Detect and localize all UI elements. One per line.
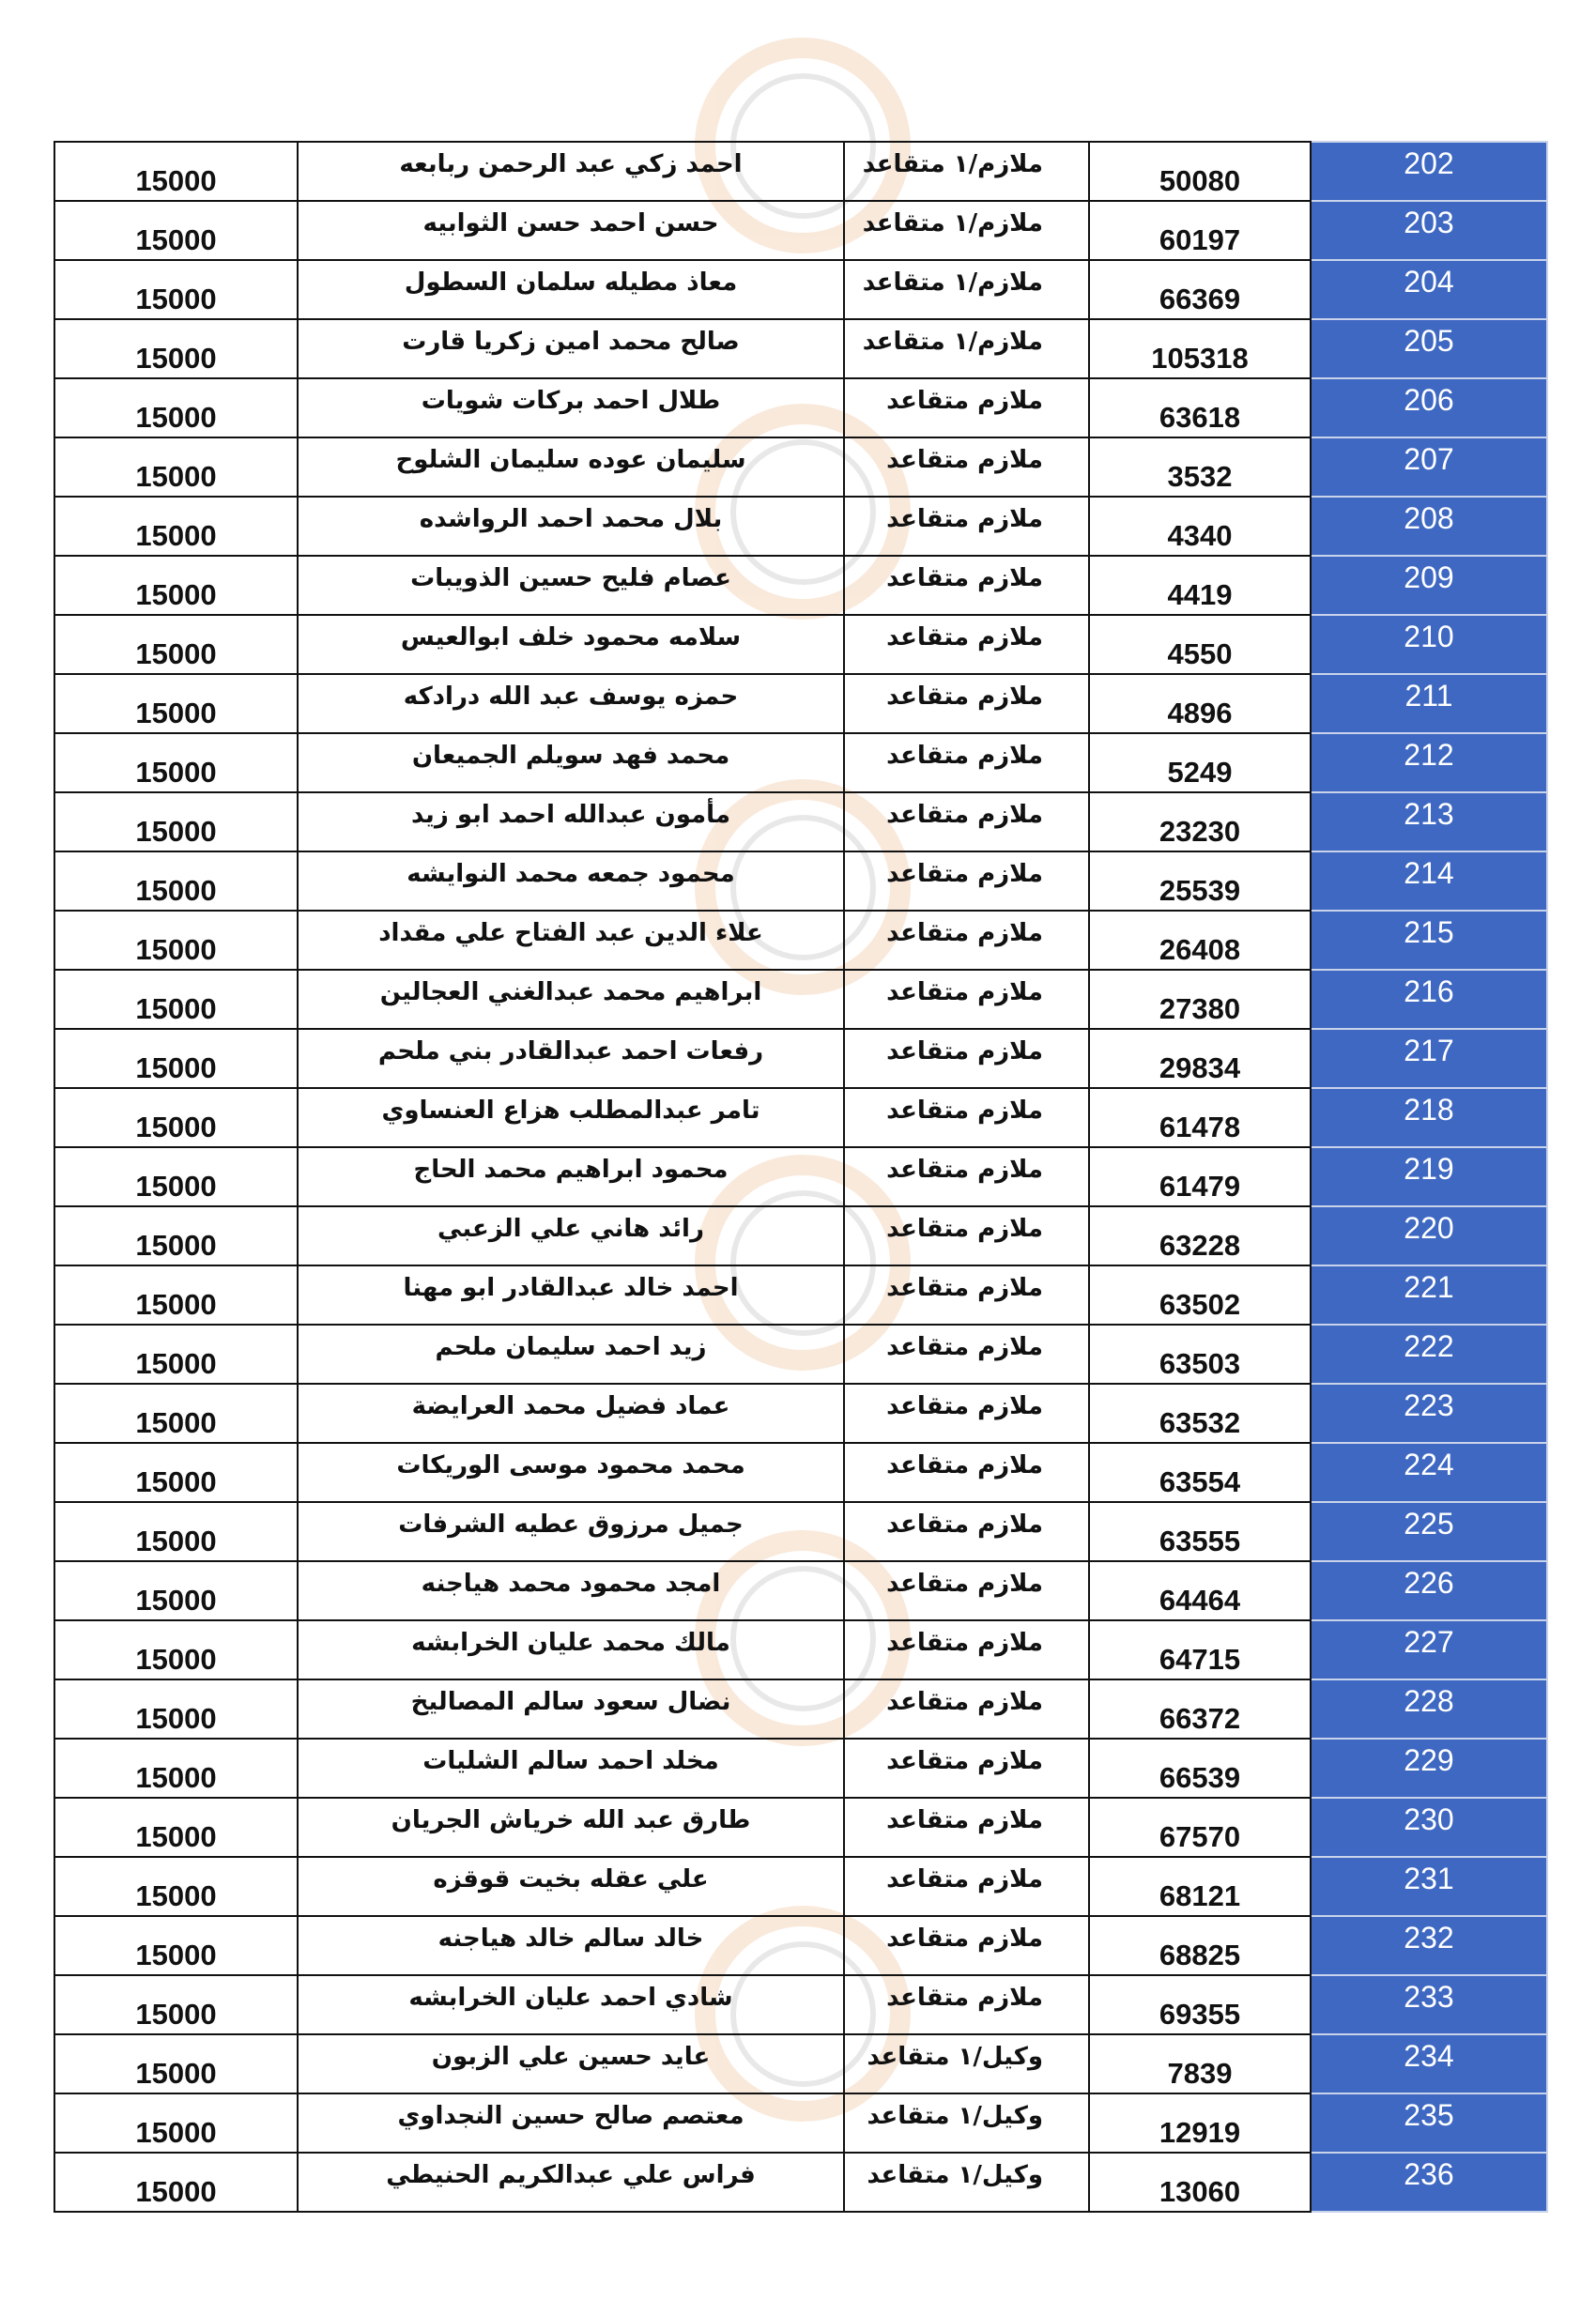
name-cell: بلال محمد احمد الرواشده bbox=[298, 497, 844, 556]
table-row bbox=[54, 556, 1547, 615]
rank-cell: ملازم متقاعد bbox=[844, 792, 1089, 851]
name-cell: معاذ مطيله سلمان السطول bbox=[298, 260, 844, 319]
table-row bbox=[54, 911, 1547, 970]
amount-cell: 15000 bbox=[54, 1798, 298, 1857]
sequence-number-cell: 211 bbox=[1311, 674, 1547, 733]
rank-cell: ملازم متقاعد bbox=[844, 970, 1089, 1029]
military-number-cell: 66539 bbox=[1089, 1739, 1311, 1798]
sequence-number-cell: 214 bbox=[1311, 851, 1547, 911]
amount-cell: 15000 bbox=[54, 615, 298, 674]
name-cell: محمود جمعه محمد النوايشه bbox=[298, 851, 844, 911]
amount-cell: 15000 bbox=[54, 142, 298, 201]
name-cell: حمزه يوسف عبد الله درادكه bbox=[298, 674, 844, 733]
military-number-cell: 66372 bbox=[1089, 1679, 1311, 1739]
name-cell: صالح محمد امين زكريا قارت bbox=[298, 319, 844, 378]
table-row bbox=[54, 733, 1547, 792]
roster-table bbox=[54, 141, 1548, 2213]
military-number-cell: 68825 bbox=[1089, 1916, 1311, 1975]
military-number-cell: 3532 bbox=[1089, 437, 1311, 497]
name-cell: نضال سعود سالم المصاليخ bbox=[298, 1679, 844, 1739]
military-number-cell: 63555 bbox=[1089, 1502, 1311, 1561]
name-cell: محمد فهد سويلم الجميعان bbox=[298, 733, 844, 792]
rank-cell: ملازم/١ متقاعد bbox=[844, 201, 1089, 260]
rank-cell: ملازم متقاعد bbox=[844, 1857, 1089, 1916]
rank-cell: ملازم متقاعد bbox=[844, 1265, 1089, 1325]
rank-cell: ملازم متقاعد bbox=[844, 1798, 1089, 1857]
amount-cell: 15000 bbox=[54, 319, 298, 378]
name-cell: مخلد احمد سالم الشليات bbox=[298, 1739, 844, 1798]
military-number-cell: 29834 bbox=[1089, 1029, 1311, 1088]
name-cell: احمد خالد عبدالقادر ابو مهنا bbox=[298, 1265, 844, 1325]
name-cell: فراس علي عبدالكريم الحنيطي bbox=[298, 2153, 844, 2212]
sequence-number-cell: 202 bbox=[1311, 142, 1547, 201]
table-row bbox=[54, 1029, 1547, 1088]
table-row bbox=[54, 970, 1547, 1029]
table-row bbox=[54, 1088, 1547, 1147]
sequence-number-cell: 219 bbox=[1311, 1147, 1547, 1206]
amount-cell: 15000 bbox=[54, 1620, 298, 1679]
name-cell: حسن احمد حسن الثوابيه bbox=[298, 201, 844, 260]
amount-cell: 15000 bbox=[54, 1561, 298, 1620]
military-number-cell: 4419 bbox=[1089, 556, 1311, 615]
amount-cell: 15000 bbox=[54, 1206, 298, 1265]
name-cell: معتصم صالح حسين النجداوي bbox=[298, 2093, 844, 2153]
rank-cell: ملازم متقاعد bbox=[844, 1620, 1089, 1679]
name-cell: رفعات احمد عبدالقادر بني ملحم bbox=[298, 1029, 844, 1088]
name-cell: عصام فليح حسين الذويبات bbox=[298, 556, 844, 615]
table-row bbox=[54, 1147, 1547, 1206]
amount-cell: 15000 bbox=[54, 378, 298, 437]
military-number-cell: 66369 bbox=[1089, 260, 1311, 319]
rank-cell: ملازم متقاعد bbox=[844, 1679, 1089, 1739]
name-cell: امجد محمود محمد هياجنه bbox=[298, 1561, 844, 1620]
table-row bbox=[54, 1798, 1547, 1857]
sequence-number-cell: 226 bbox=[1311, 1561, 1547, 1620]
sequence-number-cell: 234 bbox=[1311, 2034, 1547, 2093]
military-number-cell: 63554 bbox=[1089, 1443, 1311, 1502]
table-row bbox=[54, 1325, 1547, 1384]
table-row bbox=[54, 1561, 1547, 1620]
military-number-cell: 67570 bbox=[1089, 1798, 1311, 1857]
table-row bbox=[54, 2153, 1547, 2212]
rank-cell: وكيل/١ متقاعد bbox=[844, 2034, 1089, 2093]
amount-cell: 15000 bbox=[54, 497, 298, 556]
table-row bbox=[54, 615, 1547, 674]
sequence-number-cell: 210 bbox=[1311, 615, 1547, 674]
sequence-number-cell: 204 bbox=[1311, 260, 1547, 319]
amount-cell: 15000 bbox=[54, 1679, 298, 1739]
sequence-number-cell: 228 bbox=[1311, 1679, 1547, 1739]
amount-cell: 15000 bbox=[54, 2093, 298, 2153]
name-cell: سليمان عوده سليمان الشلوح bbox=[298, 437, 844, 497]
sequence-number-cell: 221 bbox=[1311, 1265, 1547, 1325]
sequence-number-cell: 208 bbox=[1311, 497, 1547, 556]
rank-cell: ملازم متقاعد bbox=[844, 556, 1089, 615]
military-number-cell: 5249 bbox=[1089, 733, 1311, 792]
name-cell: رائد هاني علي الزعبي bbox=[298, 1206, 844, 1265]
rank-cell: ملازم متقاعد bbox=[844, 378, 1089, 437]
amount-cell: 15000 bbox=[54, 2153, 298, 2212]
rank-cell: ملازم متقاعد bbox=[844, 1147, 1089, 1206]
rank-cell: ملازم متقاعد bbox=[844, 1975, 1089, 2034]
amount-cell: 15000 bbox=[54, 733, 298, 792]
rank-cell: ملازم متقاعد bbox=[844, 497, 1089, 556]
name-cell: زيد احمد سليمان ملحم bbox=[298, 1325, 844, 1384]
table-row bbox=[54, 792, 1547, 851]
rank-cell: ملازم متقاعد bbox=[844, 1206, 1089, 1265]
sequence-number-cell: 231 bbox=[1311, 1857, 1547, 1916]
rank-cell: ملازم متقاعد bbox=[844, 733, 1089, 792]
table-row bbox=[54, 674, 1547, 733]
amount-cell: 15000 bbox=[54, 1502, 298, 1561]
rank-cell: ملازم متقاعد bbox=[844, 1561, 1089, 1620]
military-number-cell: 27380 bbox=[1089, 970, 1311, 1029]
name-cell: احمد زكي عبد الرحمن ربابعه bbox=[298, 142, 844, 201]
sequence-number-cell: 205 bbox=[1311, 319, 1547, 378]
sequence-number-cell: 215 bbox=[1311, 911, 1547, 970]
table-row bbox=[54, 1679, 1547, 1739]
rank-cell: ملازم متقاعد bbox=[844, 1502, 1089, 1561]
table-row bbox=[54, 1975, 1547, 2034]
rank-cell: ملازم/١ متقاعد bbox=[844, 260, 1089, 319]
name-cell: محمد محمود موسى الوريكات bbox=[298, 1443, 844, 1502]
table-row bbox=[54, 1739, 1547, 1798]
rank-cell: ملازم متقاعد bbox=[844, 1443, 1089, 1502]
table-row bbox=[54, 497, 1547, 556]
sequence-number-cell: 218 bbox=[1311, 1088, 1547, 1147]
table-row bbox=[54, 851, 1547, 911]
amount-cell: 15000 bbox=[54, 970, 298, 1029]
amount-cell: 15000 bbox=[54, 437, 298, 497]
amount-cell: 15000 bbox=[54, 1088, 298, 1147]
military-number-cell: 68121 bbox=[1089, 1857, 1311, 1916]
name-cell: عماد فضيل محمد العرايضة bbox=[298, 1384, 844, 1443]
rank-cell: ملازم متقاعد bbox=[844, 1029, 1089, 1088]
sequence-number-cell: 207 bbox=[1311, 437, 1547, 497]
name-cell: مالك محمد عليان الخرابشه bbox=[298, 1620, 844, 1679]
table-row bbox=[54, 2034, 1547, 2093]
name-cell: طارق عبد الله خرياش الجريان bbox=[298, 1798, 844, 1857]
amount-cell: 15000 bbox=[54, 1384, 298, 1443]
sequence-number-cell: 220 bbox=[1311, 1206, 1547, 1265]
military-number-cell: 61478 bbox=[1089, 1088, 1311, 1147]
military-number-cell: 60197 bbox=[1089, 201, 1311, 260]
sequence-number-cell: 225 bbox=[1311, 1502, 1547, 1561]
table-row bbox=[54, 1502, 1547, 1561]
military-number-cell: 64715 bbox=[1089, 1620, 1311, 1679]
rank-cell: ملازم متقاعد bbox=[844, 615, 1089, 674]
military-number-cell: 7839 bbox=[1089, 2034, 1311, 2093]
sequence-number-cell: 222 bbox=[1311, 1325, 1547, 1384]
amount-cell: 15000 bbox=[54, 851, 298, 911]
name-cell: طلال احمد بركات شويات bbox=[298, 378, 844, 437]
amount-cell: 15000 bbox=[54, 792, 298, 851]
name-cell: محمود ابراهيم محمد الحاج bbox=[298, 1147, 844, 1206]
table-row bbox=[54, 1206, 1547, 1265]
amount-cell: 15000 bbox=[54, 1739, 298, 1798]
military-number-cell: 63228 bbox=[1089, 1206, 1311, 1265]
table-row bbox=[54, 1620, 1547, 1679]
amount-cell: 15000 bbox=[54, 1857, 298, 1916]
sequence-number-cell: 233 bbox=[1311, 1975, 1547, 2034]
rank-cell: ملازم/١ متقاعد bbox=[844, 142, 1089, 201]
sequence-number-cell: 236 bbox=[1311, 2153, 1547, 2212]
roster-body bbox=[54, 142, 1547, 2212]
amount-cell: 15000 bbox=[54, 1265, 298, 1325]
table-row bbox=[54, 1916, 1547, 1975]
table-row bbox=[54, 437, 1547, 497]
military-number-cell: 63618 bbox=[1089, 378, 1311, 437]
table-row bbox=[54, 142, 1547, 201]
military-number-cell: 105318 bbox=[1089, 319, 1311, 378]
amount-cell: 15000 bbox=[54, 674, 298, 733]
amount-cell: 15000 bbox=[54, 2034, 298, 2093]
military-number-cell: 4896 bbox=[1089, 674, 1311, 733]
rank-cell: ملازم متقاعد bbox=[844, 1384, 1089, 1443]
amount-cell: 15000 bbox=[54, 556, 298, 615]
table-row bbox=[54, 2093, 1547, 2153]
name-cell: سلامه محمود خلف ابوالعيس bbox=[298, 615, 844, 674]
name-cell: جميل مرزوق عطيه الشرفات bbox=[298, 1502, 844, 1561]
military-number-cell: 12919 bbox=[1089, 2093, 1311, 2153]
amount-cell: 15000 bbox=[54, 1975, 298, 2034]
sequence-number-cell: 217 bbox=[1311, 1029, 1547, 1088]
rank-cell: ملازم متقاعد bbox=[844, 1088, 1089, 1147]
military-number-cell: 63532 bbox=[1089, 1384, 1311, 1443]
military-number-cell: 25539 bbox=[1089, 851, 1311, 911]
sequence-number-cell: 216 bbox=[1311, 970, 1547, 1029]
sequence-number-cell: 206 bbox=[1311, 378, 1547, 437]
name-cell: علاء الدين عبد الفتاح علي مقداد bbox=[298, 911, 844, 970]
military-number-cell: 26408 bbox=[1089, 911, 1311, 970]
sequence-number-cell: 227 bbox=[1311, 1620, 1547, 1679]
name-cell: مأمون عبدالله احمد ابو زيد bbox=[298, 792, 844, 851]
rank-cell: ملازم متقاعد bbox=[844, 911, 1089, 970]
rank-cell: ملازم/١ متقاعد bbox=[844, 319, 1089, 378]
military-number-cell: 69355 bbox=[1089, 1975, 1311, 2034]
rank-cell: ملازم متقاعد bbox=[844, 1916, 1089, 1975]
amount-cell: 15000 bbox=[54, 1916, 298, 1975]
sequence-number-cell: 224 bbox=[1311, 1443, 1547, 1502]
name-cell: شادي احمد عليان الخرابشه bbox=[298, 1975, 844, 2034]
sequence-number-cell: 213 bbox=[1311, 792, 1547, 851]
military-number-cell: 23230 bbox=[1089, 792, 1311, 851]
sequence-number-cell: 209 bbox=[1311, 556, 1547, 615]
rank-cell: وكيل/١ متقاعد bbox=[844, 2153, 1089, 2212]
name-cell: عايد حسين علي الزبون bbox=[298, 2034, 844, 2093]
sequence-number-cell: 223 bbox=[1311, 1384, 1547, 1443]
sequence-number-cell: 229 bbox=[1311, 1739, 1547, 1798]
rank-cell: ملازم متقاعد bbox=[844, 851, 1089, 911]
sequence-number-cell: 235 bbox=[1311, 2093, 1547, 2153]
military-number-cell: 4550 bbox=[1089, 615, 1311, 674]
name-cell: علي عقله بخيت قوقزه bbox=[298, 1857, 844, 1916]
military-number-cell: 61479 bbox=[1089, 1147, 1311, 1206]
military-number-cell: 50080 bbox=[1089, 142, 1311, 201]
rank-cell: ملازم متقاعد bbox=[844, 674, 1089, 733]
table-row bbox=[54, 1265, 1547, 1325]
amount-cell: 15000 bbox=[54, 911, 298, 970]
table-row bbox=[54, 319, 1547, 378]
table-row bbox=[54, 1857, 1547, 1916]
table-row bbox=[54, 260, 1547, 319]
amount-cell: 15000 bbox=[54, 260, 298, 319]
table-row bbox=[54, 378, 1547, 437]
name-cell: خالد سالم خالد هياجنه bbox=[298, 1916, 844, 1975]
name-cell: تامر عبدالمطلب هزاع العنساوي bbox=[298, 1088, 844, 1147]
amount-cell: 15000 bbox=[54, 201, 298, 260]
amount-cell: 15000 bbox=[54, 1147, 298, 1206]
rank-cell: ملازم متقاعد bbox=[844, 437, 1089, 497]
amount-cell: 15000 bbox=[54, 1029, 298, 1088]
sequence-number-cell: 203 bbox=[1311, 201, 1547, 260]
amount-cell: 15000 bbox=[54, 1325, 298, 1384]
military-number-cell: 63503 bbox=[1089, 1325, 1311, 1384]
rank-cell: ملازم متقاعد bbox=[844, 1325, 1089, 1384]
rank-cell: ملازم متقاعد bbox=[844, 1739, 1089, 1798]
table-row bbox=[54, 1384, 1547, 1443]
military-number-cell: 64464 bbox=[1089, 1561, 1311, 1620]
sequence-number-cell: 212 bbox=[1311, 733, 1547, 792]
table-row bbox=[54, 201, 1547, 260]
rank-cell: وكيل/١ متقاعد bbox=[844, 2093, 1089, 2153]
sequence-number-cell: 230 bbox=[1311, 1798, 1547, 1857]
military-number-cell: 13060 bbox=[1089, 2153, 1311, 2212]
military-number-cell: 63502 bbox=[1089, 1265, 1311, 1325]
sequence-number-cell: 232 bbox=[1311, 1916, 1547, 1975]
military-number-cell: 4340 bbox=[1089, 497, 1311, 556]
table-row bbox=[54, 1443, 1547, 1502]
amount-cell: 15000 bbox=[54, 1443, 298, 1502]
name-cell: ابراهيم محمد عبدالغني العجالين bbox=[298, 970, 844, 1029]
